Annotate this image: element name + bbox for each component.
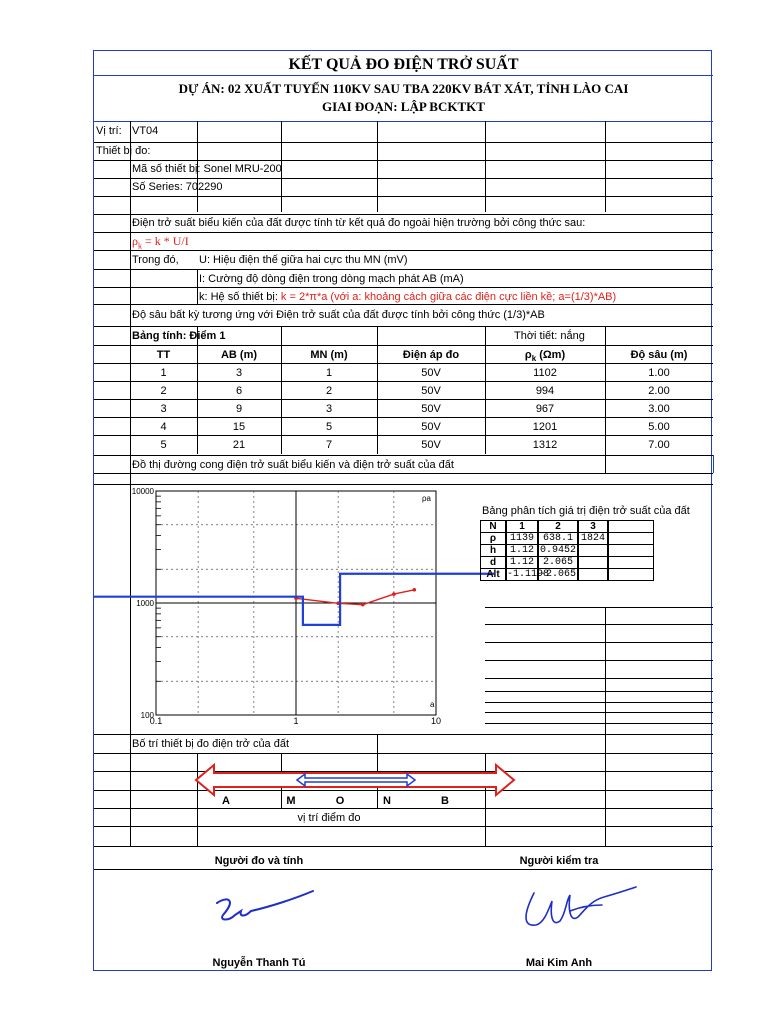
weather: Thời tiết: nắng xyxy=(514,330,585,342)
where-label: Trong đó, xyxy=(132,254,179,266)
project-name: DỰ ÁN: 02 XUẤT TUYẾN 110KV SAU TBA 220KV BÁT XÁT, TỈNH LÀO CAI xyxy=(178,81,629,96)
i-definition: I: Cường độ dòng điện trong dòng mạch phát AB (mA) xyxy=(199,273,464,285)
analysis-cell: d xyxy=(480,556,506,569)
analysis-cell xyxy=(578,568,608,581)
table-cell: 7 xyxy=(325,439,333,451)
analysis-cell: Alt xyxy=(480,568,506,581)
x-axis-label: a xyxy=(430,700,435,709)
k-definition-formula: k = 2*π*a (với a: khoảng cách giữa các điện cực liền kề; a=(1/3)*AB) xyxy=(277,291,617,303)
analysis-cell: 1139 xyxy=(506,532,538,545)
header-voltage: Điện áp đo xyxy=(402,349,460,361)
table-cell: 1201 xyxy=(532,421,558,433)
electrode-b: B xyxy=(441,795,449,807)
table-cell: 7.00 xyxy=(648,439,670,451)
analysis-cell: h xyxy=(480,544,506,557)
layout-section-title: Bố trí thiết bị đo điện trở của đất xyxy=(132,738,290,750)
table-cell: 5 xyxy=(160,439,167,451)
formula-expression xyxy=(132,234,189,253)
analysis-header-cell: 2 xyxy=(538,520,578,533)
electrode-m: M xyxy=(286,795,296,807)
table-cell: 50V xyxy=(421,421,441,433)
measurer-name: Nguyễn Thanh Tú xyxy=(212,957,306,969)
analysis-cell: 1.12 xyxy=(506,544,538,557)
table-cell: 3.00 xyxy=(648,403,670,415)
k-definition xyxy=(199,290,616,304)
location-value: VT04 xyxy=(132,125,159,137)
table-cell: 50V xyxy=(421,403,441,415)
analysis-header-cell: N xyxy=(480,520,506,533)
analysis-header-cell: 3 xyxy=(578,520,608,533)
formula-intro: Điện trở suất biểu kiến của đất được tính từ kết quả đo ngoài hiện trường bởi công thức sau: xyxy=(132,217,586,229)
table-cell: 1 xyxy=(325,367,333,379)
table-cell: 50V xyxy=(421,439,441,451)
project-phase: GIAI ĐOẠN: LẬP BCKTKT xyxy=(322,99,485,114)
measurement-point-caption: vị trí điểm đo xyxy=(297,812,361,824)
header-rho: $\rho_k$ (Ωm) xyxy=(524,349,566,364)
table-cell: 6 xyxy=(235,385,243,397)
electrode-a: A xyxy=(222,795,230,807)
table-cell: 3 xyxy=(235,367,243,379)
table-cell: 1102 xyxy=(533,367,557,379)
analysis-cell: 1.12 xyxy=(506,556,538,569)
checker-name: Mai Kim Anh xyxy=(525,957,593,969)
table-cell: 2 xyxy=(160,385,167,397)
header-tt: TT xyxy=(156,349,171,361)
checker-signature xyxy=(514,883,644,933)
table-cell: 15 xyxy=(232,421,246,433)
header-ab: AB (m) xyxy=(220,349,258,361)
electrode-layout-diagram xyxy=(194,763,519,797)
x-tick-label: 0.1 xyxy=(149,716,163,726)
x-tick-label: 1 xyxy=(293,716,299,726)
analysis-cell: -1.1198 xyxy=(507,569,550,580)
table-cell: 1 xyxy=(160,367,167,379)
y-tick-label: 100 xyxy=(140,711,154,720)
table-cell: 1312 xyxy=(532,439,558,451)
table-cell: 994 xyxy=(535,385,555,397)
y-tick-label: 10000 xyxy=(131,487,154,496)
rho-equation: = k * U/I xyxy=(142,234,189,248)
table-cell: 5.00 xyxy=(648,421,670,433)
header-mn: MN (m) xyxy=(310,349,348,361)
x-tick-label: 10 xyxy=(430,716,442,726)
analysis-cell xyxy=(608,568,654,581)
analysis-cell: ρ xyxy=(480,532,506,545)
table-cell: 50V xyxy=(421,385,441,397)
table-cell: 21 xyxy=(232,439,246,451)
location-label: Vị trí: xyxy=(96,125,122,137)
measurer-signature xyxy=(209,887,319,935)
analysis-header-cell: 1 xyxy=(506,520,538,533)
header-depth: Độ sâu (m) xyxy=(630,349,688,361)
table-cell: 5 xyxy=(325,421,333,433)
table-cell: 2.00 xyxy=(648,385,670,397)
checker-label: Người kiểm tra xyxy=(519,855,599,867)
rho-symbol: ρ xyxy=(132,234,138,248)
table-cell: 3 xyxy=(325,403,333,415)
analysis-cell: 638.1 xyxy=(538,532,578,545)
table-cell: 3 xyxy=(160,403,167,415)
device-label: Thiết bị đo: xyxy=(96,145,151,157)
device-code: Mã số thiết bị: Sonel MRU-200 xyxy=(132,163,282,175)
electrode-n: N xyxy=(383,795,391,807)
chart-section-title: Đồ thị đường cong điện trở suất biểu kiến và điện trở suất của đất xyxy=(132,459,454,471)
depth-note: Độ sâu bất kỳ tương ứng với Điện trở suất của đất được tính bởi công thức (1/3)*AB xyxy=(132,309,545,321)
table-cell: 2 xyxy=(325,385,333,397)
analysis-cell: -2.065 xyxy=(539,569,576,580)
data-point xyxy=(413,588,417,592)
table-cell: 4 xyxy=(160,421,167,433)
k-definition-label: k: Hệ số thiết bị: xyxy=(199,291,278,303)
measurer-label: Người đo và tính xyxy=(214,855,304,867)
analysis-title: Bảng phân tích giá trị điện trở suất của đất xyxy=(482,505,690,517)
table-cell: 967 xyxy=(535,403,555,415)
y-tick-label: 1000 xyxy=(136,599,154,608)
data-point xyxy=(361,603,365,607)
analysis-cell: 0.9452 xyxy=(539,545,576,556)
report-sheet xyxy=(93,50,712,971)
analysis-cell: 2.065 xyxy=(538,556,578,569)
rho-subscript: k xyxy=(138,241,142,251)
table-caption: Bảng tính: Điểm 1 xyxy=(132,330,226,342)
table-cell: 50V xyxy=(421,367,441,379)
device-serial: Số Series: 702290 xyxy=(132,181,223,193)
table-cell: 9 xyxy=(235,403,243,415)
resistivity-chart xyxy=(94,485,494,735)
u-definition: U: Hiệu điện thế giữa hai cực thu MN (mV) xyxy=(199,254,408,266)
y-axis-label: ρa xyxy=(422,494,431,503)
data-point xyxy=(392,592,396,596)
table-cell: 1.00 xyxy=(648,367,670,379)
analysis-cell: 1824 xyxy=(578,532,608,545)
electrode-o: O xyxy=(335,795,345,807)
report-title: KẾT QUẢ ĐO ĐIỆN TRỞ SUẤT xyxy=(288,56,519,73)
